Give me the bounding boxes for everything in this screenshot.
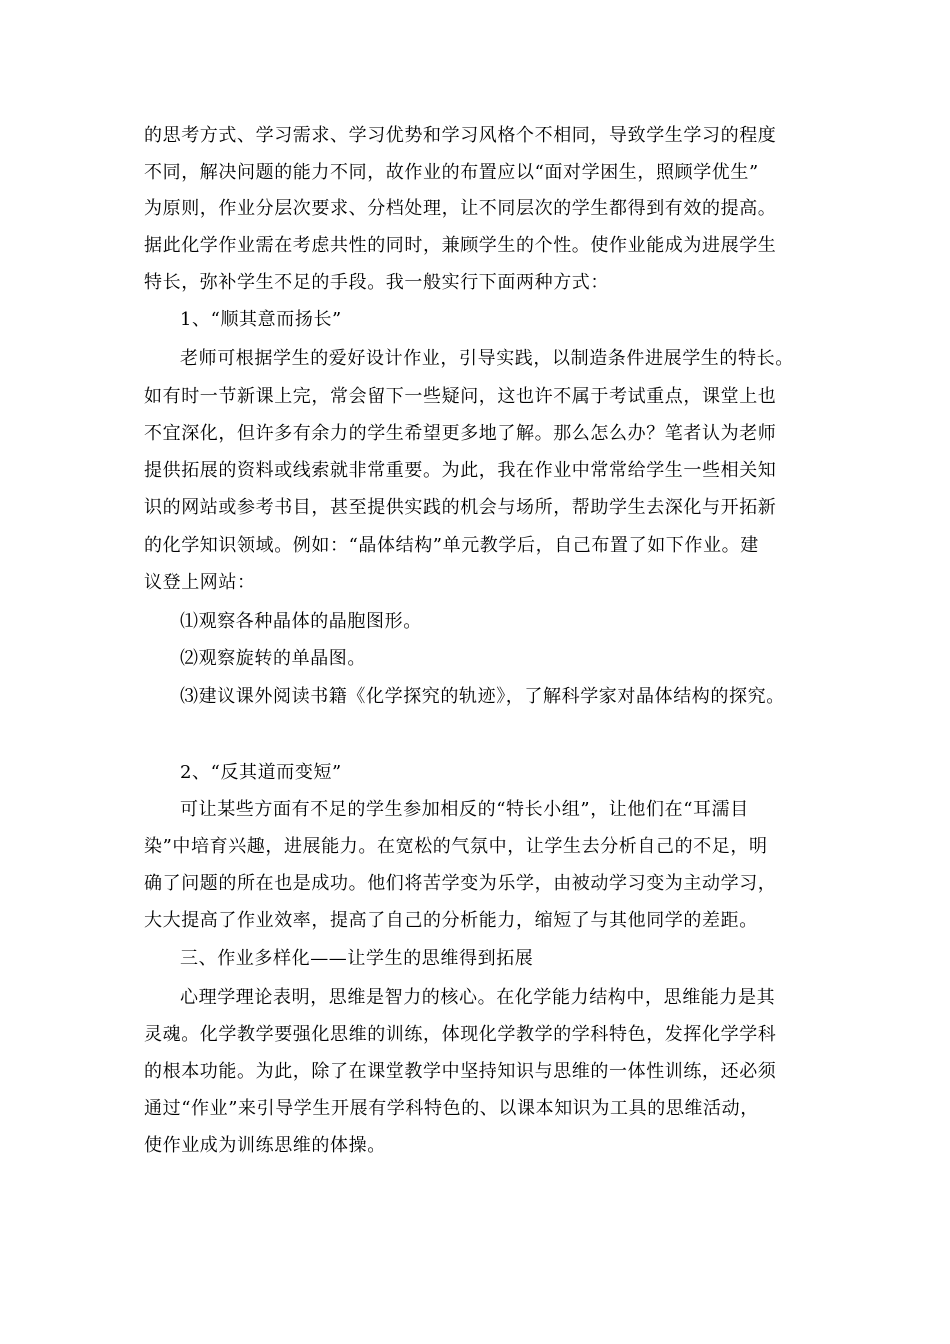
paragraph-line: 心理学理论表明，思维是智力的核心。在化学能力结构中，思维能力是其	[180, 987, 776, 1008]
paragraph-line: 灵魂。化学教学要强化思维的训练，体现化学教学的学科特色，发挥化学学科	[144, 1024, 777, 1045]
paragraph-line: 不同，解决问题的能力不同，故作业的布置应以“面对学困生，照顾学优生”	[144, 162, 759, 183]
paragraph-line: 不宜深化，但许多有余力的学生希望更多地了解。那么怎么办？笔者认为老师	[144, 423, 777, 444]
section-heading: 1、“顺其意而扬长”	[180, 309, 342, 330]
list-item: ⑴观察各种晶体的晶胞图形。	[180, 611, 422, 632]
paragraph-line: 可让某些方面有不足的学生参加相反的“特长小组”，让他们在“耳濡目	[180, 799, 749, 820]
paragraph-line: 特长，弥补学生不足的手段。我一般实行下面两种方式：	[144, 272, 609, 293]
paragraph-line: 提供拓展的资料或线索就非常重要。为此，我在作业中常常给学生一些相关知	[144, 460, 777, 481]
paragraph-line: 确了问题的所在也是成功。他们将苦学变为乐学，由被动学习变为主动学习，	[144, 873, 777, 894]
paragraph-line: 的根本功能。为此，除了在课堂教学中坚持知识与思维的一体性训练，还必须	[144, 1061, 777, 1082]
paragraph-line: 通过“作业”来引导学生开展有学科特色的、以课本知识为工具的思维活动，	[144, 1098, 759, 1119]
paragraph-line: 染”中培育兴趣，进展能力。在宽松的气氛中，让学生去分析自己的不足，明	[144, 836, 768, 857]
paragraph-line: 议登上网站：	[144, 572, 256, 593]
paragraph-line: 的化学知识领域。例如：“晶体结构”单元教学后，自己布置了如下作业。建	[144, 535, 759, 556]
list-item: ⑵观察旋转的单晶图。	[180, 648, 366, 669]
paragraph-line: 据此化学作业需在考虑共性的同时，兼顾学生的个性。使作业能成为进展学生	[144, 235, 777, 256]
section-heading: 2、“反其道而变短”	[180, 762, 342, 783]
paragraph-line: 为原则，作业分层次要求、分档处理，让不同层次的学生都得到有效的提高。	[144, 198, 777, 219]
paragraph-line: 老师可根据学生的爱好设计作业，引导实践，以制造条件进展学生的特长。	[180, 348, 794, 369]
paragraph-line: 如有时一节新课上完，常会留下一些疑问，这也许不属于考试重点，课堂上也	[144, 386, 777, 407]
list-item: ⑶建议课外阅读书籍《化学探究的轨迹》，了解科学家对晶体结构的探究。	[180, 686, 785, 707]
paragraph-line: 大大提高了作业效率，提高了自己的分析能力，缩短了与其他同学的差距。	[144, 910, 758, 931]
paragraph-line: 识的网站或参考书目，甚至提供实践的机会与场所，帮助学生去深化与开拓新	[144, 497, 777, 518]
section-heading: 三、作业多样化——让学生的思维得到拓展	[180, 948, 534, 969]
paragraph-line: 的思考方式、学习需求、学习优势和学习风格个不相同，导致学生学习的程度	[144, 125, 777, 146]
paragraph-line: 使作业成为训练思维的体操。	[144, 1135, 386, 1156]
